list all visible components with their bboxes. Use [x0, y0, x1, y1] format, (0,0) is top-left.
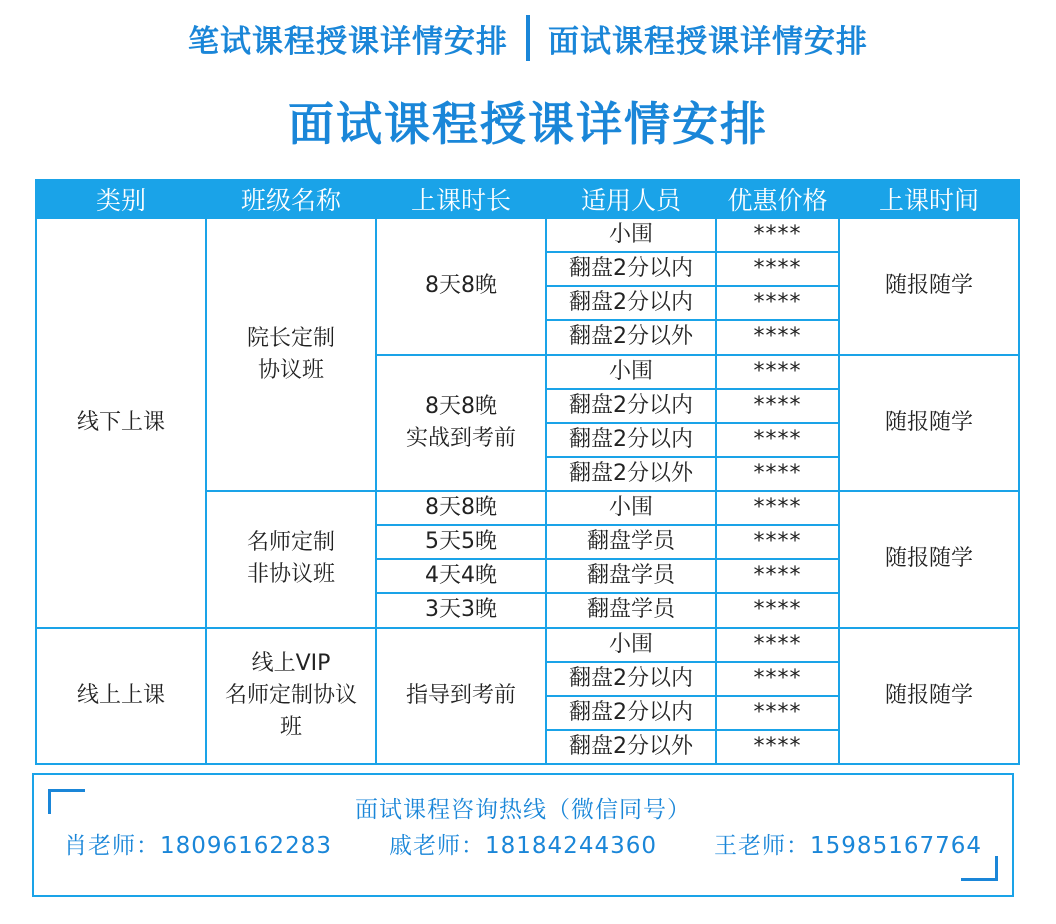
tab-written-schedule[interactable]: 笔试课程授课详情安排	[188, 23, 508, 60]
people-cell: 翻盘2分以内	[546, 252, 716, 286]
price-cell: ****	[716, 696, 839, 730]
price-cell: ****	[716, 286, 839, 320]
class-name-line: 协议班	[257, 357, 324, 383]
table-header-row	[36, 180, 1019, 218]
duration-cell: 5天5晚	[376, 525, 546, 559]
people-cell: 小围	[546, 628, 716, 662]
people-cell: 翻盘2分以内	[546, 696, 716, 730]
header-price: 优惠价格	[716, 180, 839, 218]
table-row	[36, 218, 1019, 252]
people-cell: 翻盘学员	[546, 593, 716, 627]
class-name-line: 线上VIP	[251, 650, 331, 676]
people-cell: 翻盘2分以内	[546, 423, 716, 457]
tab-interview-schedule[interactable]: 面试课程授课详情安排	[548, 23, 868, 60]
class-name-line: 名师定制	[246, 530, 335, 556]
duration-cell: 8天8晚	[376, 491, 546, 525]
price-cell: ****	[716, 457, 839, 491]
class-name-line: 名师定制协议	[224, 682, 357, 708]
header-category: 类别	[36, 180, 206, 218]
class-name-line: 非协议班	[246, 562, 335, 588]
contact-qi: 戚老师：18184244360	[389, 833, 657, 859]
contact-xiao: 肖老师：18096162283	[64, 833, 332, 859]
time-cell: 随报随学	[839, 628, 1019, 765]
price-cell: ****	[716, 355, 839, 389]
people-cell: 翻盘2分以内	[546, 286, 716, 320]
page-title: 面试课程授课详情安排	[288, 97, 768, 151]
price-cell: ****	[716, 423, 839, 457]
people-cell: 翻盘2分以内	[546, 389, 716, 423]
contact-title: 面试课程咨询热线（微信同号）	[355, 797, 691, 823]
people-cell: 翻盘2分以内	[546, 662, 716, 696]
price-cell: ****	[716, 559, 839, 593]
category-cell: 线上上课	[36, 628, 206, 765]
time-cell: 随报随学	[839, 355, 1019, 492]
people-cell: 翻盘学员	[546, 559, 716, 593]
price-cell: ****	[716, 525, 839, 559]
header-people: 适用人员	[546, 180, 716, 218]
class-name-cell	[206, 218, 376, 491]
class-name-line: 院长定制	[246, 325, 335, 351]
tab-divider	[526, 15, 530, 61]
duration-cell: 8天8晚	[376, 218, 546, 355]
schedule-table	[35, 179, 1020, 765]
class-name-line: 班	[279, 714, 302, 740]
class-name-cell	[206, 491, 376, 628]
duration-cell	[376, 355, 546, 492]
people-cell: 翻盘2分以外	[546, 457, 716, 491]
contact-box	[32, 773, 1014, 897]
header-time: 上课时间	[839, 180, 1019, 218]
duration-cell: 4天4晚	[376, 559, 546, 593]
duration-cell: 3天3晚	[376, 593, 546, 627]
duration-line: 实战到考前	[405, 425, 516, 451]
price-cell: ****	[716, 320, 839, 354]
table-row	[36, 628, 1019, 662]
people-cell: 翻盘2分以外	[546, 730, 716, 764]
time-cell: 随报随学	[839, 491, 1019, 628]
price-cell: ****	[716, 218, 839, 252]
price-cell: ****	[716, 389, 839, 423]
people-cell: 小围	[546, 491, 716, 525]
time-cell: 随报随学	[839, 218, 1019, 355]
header-class-name: 班级名称	[206, 180, 376, 218]
people-cell: 小围	[546, 218, 716, 252]
price-cell: ****	[716, 491, 839, 525]
contact-list	[64, 827, 982, 860]
people-cell: 翻盘学员	[546, 525, 716, 559]
contact-wang: 王老师：15985167764	[714, 833, 982, 859]
price-cell: ****	[716, 662, 839, 696]
category-cell: 线下上课	[36, 218, 206, 628]
duration-cell: 指导到考前	[376, 628, 546, 765]
class-name-cell	[206, 628, 376, 765]
price-cell: ****	[716, 252, 839, 286]
people-cell: 翻盘2分以外	[546, 320, 716, 354]
duration-line: 8天8晚	[425, 393, 497, 419]
tab-bar	[0, 14, 1056, 62]
price-cell: ****	[716, 730, 839, 764]
people-cell: 小围	[546, 355, 716, 389]
header-duration: 上课时长	[376, 180, 546, 218]
price-cell: ****	[716, 593, 839, 627]
price-cell: ****	[716, 628, 839, 662]
